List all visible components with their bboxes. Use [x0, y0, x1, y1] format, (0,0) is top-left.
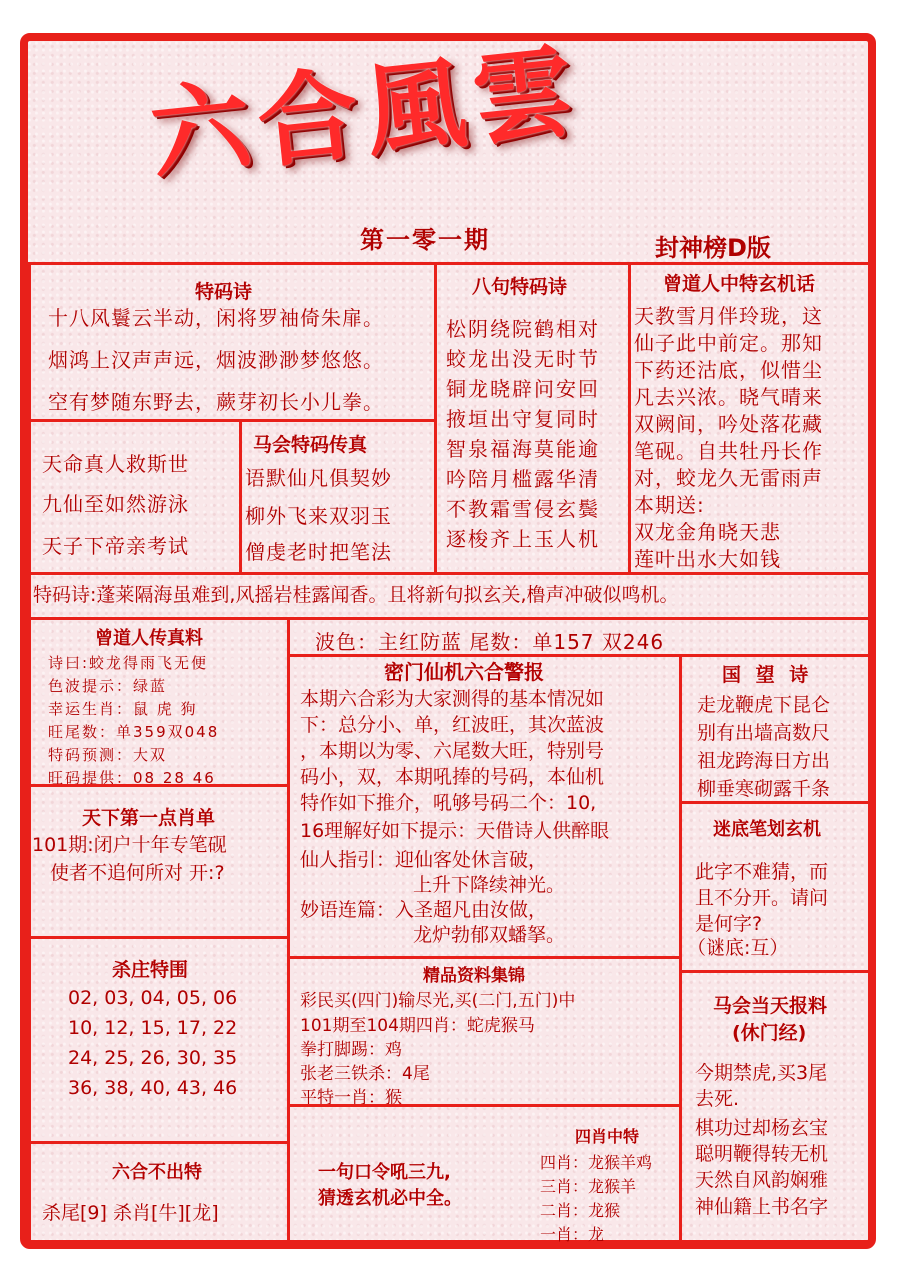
- first-title: 天下第一点肖单: [82, 807, 216, 829]
- jingpin-line: 拳打脚踢：鸡: [300, 1040, 402, 1060]
- jingpin-line: 彩民买(四门)输尽光,买(二门,五门)中: [300, 991, 576, 1011]
- first-line: 101期:闭户十年专笔砚: [32, 834, 227, 856]
- poem8-line: 铜龙晓辟问安回: [446, 377, 600, 401]
- mahui2-line: 天然自风韵娴雅: [695, 1169, 829, 1191]
- secret-line: 本期六合彩为大家测得的基本情况如: [300, 688, 605, 710]
- page-title: 六合風雲: [144, 31, 587, 194]
- jingpin-line: 张老三铁杀：4尾: [300, 1064, 430, 1084]
- riddle-line: （谜底:互）: [687, 937, 789, 959]
- issue-number: 第一零一期: [360, 226, 490, 254]
- poem8-line: 逐梭齐上玉人机: [446, 527, 600, 551]
- secret-line: 16理解好如下提示：天借诗人供醉眼: [300, 820, 610, 842]
- fax-line: 旺尾数：单359双048: [48, 723, 220, 741]
- mahui2-line: 去死.: [695, 1088, 740, 1110]
- zeng-line: 天教雪月伴玲珑，这: [634, 304, 823, 328]
- zeng-line: 莲叶出水大如钱: [634, 547, 781, 571]
- zeng-line: 笔砚。自共牡丹长作: [634, 439, 823, 463]
- tianming-line: 天子下帝亲考试: [42, 534, 189, 558]
- mahui-title: 马会特码传真: [253, 434, 368, 456]
- secret-line: 龙炉勃郁双蟠拏。: [413, 924, 566, 946]
- poem1-line: 十八风鬟云半动，闲将罗袖倚朱扉。: [48, 306, 384, 330]
- fax-line: 特码预测：大双: [48, 746, 168, 764]
- guowang-line: 祖龙跨海日方出: [697, 750, 831, 772]
- poem8-line: 吟陪月槛露华清: [446, 467, 600, 491]
- mahui2-line: 棋功过却杨玄宝: [695, 1117, 829, 1139]
- fax-line: 旺码提供：08 28 46: [48, 769, 216, 787]
- four-line: 三肖：龙猴羊: [540, 1177, 637, 1196]
- zeng-line: 仙子此中前定。那知: [634, 331, 823, 355]
- zeng-line: 凡去兴浓。晓气晴来: [634, 385, 823, 409]
- fax-title: 曾道人传真料: [95, 628, 203, 649]
- edition-label: 封神榜D版: [655, 234, 771, 262]
- zeng-line: 对，蛟龙久无雷雨声: [634, 466, 823, 490]
- riddle-line: 是何字?: [695, 913, 763, 935]
- secret-line: 下：总分小、单，红波旺，其次蓝波: [300, 714, 605, 736]
- zeng-line: 双阙间，吟处落花藏: [634, 412, 823, 436]
- zeng-line: 双龙金角晓天悲: [634, 520, 781, 544]
- riddle-line: 且不分开。请问: [695, 887, 829, 909]
- secret-line: 特作如下推介，吼够号码二个：10,: [300, 792, 597, 814]
- mahui2-line: 神仙籍上书名字: [695, 1196, 829, 1218]
- poem8-title: 八句特码诗: [472, 276, 568, 298]
- kill-line: 24, 25, 26, 30, 35: [68, 1047, 238, 1069]
- mahui2-line: 今期禁虎,买3尾: [695, 1062, 828, 1084]
- kill-title: 杀庄特围: [112, 959, 189, 981]
- poem8-line: 不教霜雪侵玄鬓: [446, 497, 600, 521]
- notout-line: 杀尾[9] 杀肖[牛][龙]: [42, 1202, 219, 1224]
- four-title: 四肖中特: [575, 1127, 640, 1146]
- jingpin-title: 精品资料集锦: [423, 966, 525, 986]
- notout-title: 六合不出特: [112, 1162, 202, 1183]
- slogan-line: 一句口令吼三九,: [318, 1162, 451, 1183]
- kill-line: 10, 12, 15, 17, 22: [68, 1017, 238, 1039]
- mahui2-subtitle: (休门经): [732, 1022, 807, 1044]
- mahui2-title: 马会当天报料: [713, 995, 828, 1017]
- poemline-text: 特码诗:蓬莱隔海虽难到,风摇岩桂露闻香。且将新句拟玄关,橹声冲破似鸣机。: [33, 584, 679, 606]
- poem8-line: 智泉福海莫能逾: [446, 437, 600, 461]
- riddle-title: 迷底笔划玄机: [713, 819, 821, 840]
- mahui-line: 僧虔老时把笔法: [245, 540, 392, 564]
- riddle-line: 此字不难猜，而: [695, 861, 829, 883]
- poem8-line: 掖垣出守复同时: [446, 407, 600, 431]
- slogan-line: 猜透玄机必中全。: [318, 1188, 462, 1209]
- four-line: 四肖：龙猴羊鸡: [540, 1153, 653, 1172]
- secret-line: 上升下降续神光。: [413, 874, 566, 896]
- mahui-line: 柳外飞来双羽玉: [245, 504, 392, 528]
- four-line: 二肖：龙猴: [540, 1201, 621, 1220]
- poem1-line: 烟鸿上汉声声远，烟波渺渺梦悠悠。: [48, 348, 384, 372]
- guowang-line: 别有出墙高数尺: [697, 722, 831, 744]
- four-line: 一肖：龙: [540, 1225, 605, 1244]
- fax-line: 色波提示：绿蓝: [48, 677, 168, 695]
- mahui2-line: 聪明鞭得转无机: [695, 1143, 829, 1165]
- secret-line: 妙语连篇：入圣超凡由汝做，: [300, 899, 548, 921]
- poem8-line: 蛟龙出没无时节: [446, 347, 600, 371]
- poem1-line: 空有梦随东野去，蕨芽初长小儿拳。: [48, 390, 384, 414]
- kill-line: 36, 38, 40, 43, 46: [68, 1077, 238, 1099]
- tianming-line: 天命真人救斯世: [42, 452, 189, 476]
- poem8-line: 松阴绕院鹤相对: [446, 317, 600, 341]
- guowang-line: 柳垂寒砌露千条: [697, 778, 831, 800]
- secret-title: 密门仙机六合警报: [384, 660, 544, 684]
- guowang-title: 国 望 诗: [722, 664, 813, 686]
- secret-line: ，本期以为零、六尾数大旺，特别号: [300, 740, 605, 762]
- tianming-line: 九仙至如然游泳: [42, 492, 189, 516]
- secret-line: 仙人指引：迎仙客处休言破，: [300, 849, 548, 871]
- zeng-title: 曾道人中特玄机话: [663, 273, 816, 295]
- jingpin-line: 101期至104期四肖：蛇虎猴马: [300, 1016, 535, 1036]
- first-line: 使者不追何所对 开:?: [50, 862, 225, 884]
- wave-text: 波色：主红防蓝 尾数：单157 双246: [315, 630, 665, 654]
- notout-box: [28, 1141, 290, 1243]
- guowang-line: 走龙鞭虎下昆仑: [697, 694, 831, 716]
- fax-line: 幸运生肖：鼠 虎 狗: [48, 700, 198, 718]
- zeng-line: 下药还沽底，似惜尘: [634, 358, 823, 382]
- zeng-line: 本期送:: [634, 493, 705, 517]
- poem1-title: 特码诗: [195, 281, 253, 303]
- secret-line: 码小，双，本期吼捧的号码，本仙机: [300, 766, 605, 788]
- fax-line: 诗曰:蛟龙得雨飞无便: [48, 654, 209, 672]
- jingpin-line: 平特一肖：猴: [300, 1088, 402, 1108]
- mahui-line: 语默仙凡俱契妙: [245, 466, 392, 490]
- kill-line: 02, 03, 04, 05, 06: [68, 987, 238, 1009]
